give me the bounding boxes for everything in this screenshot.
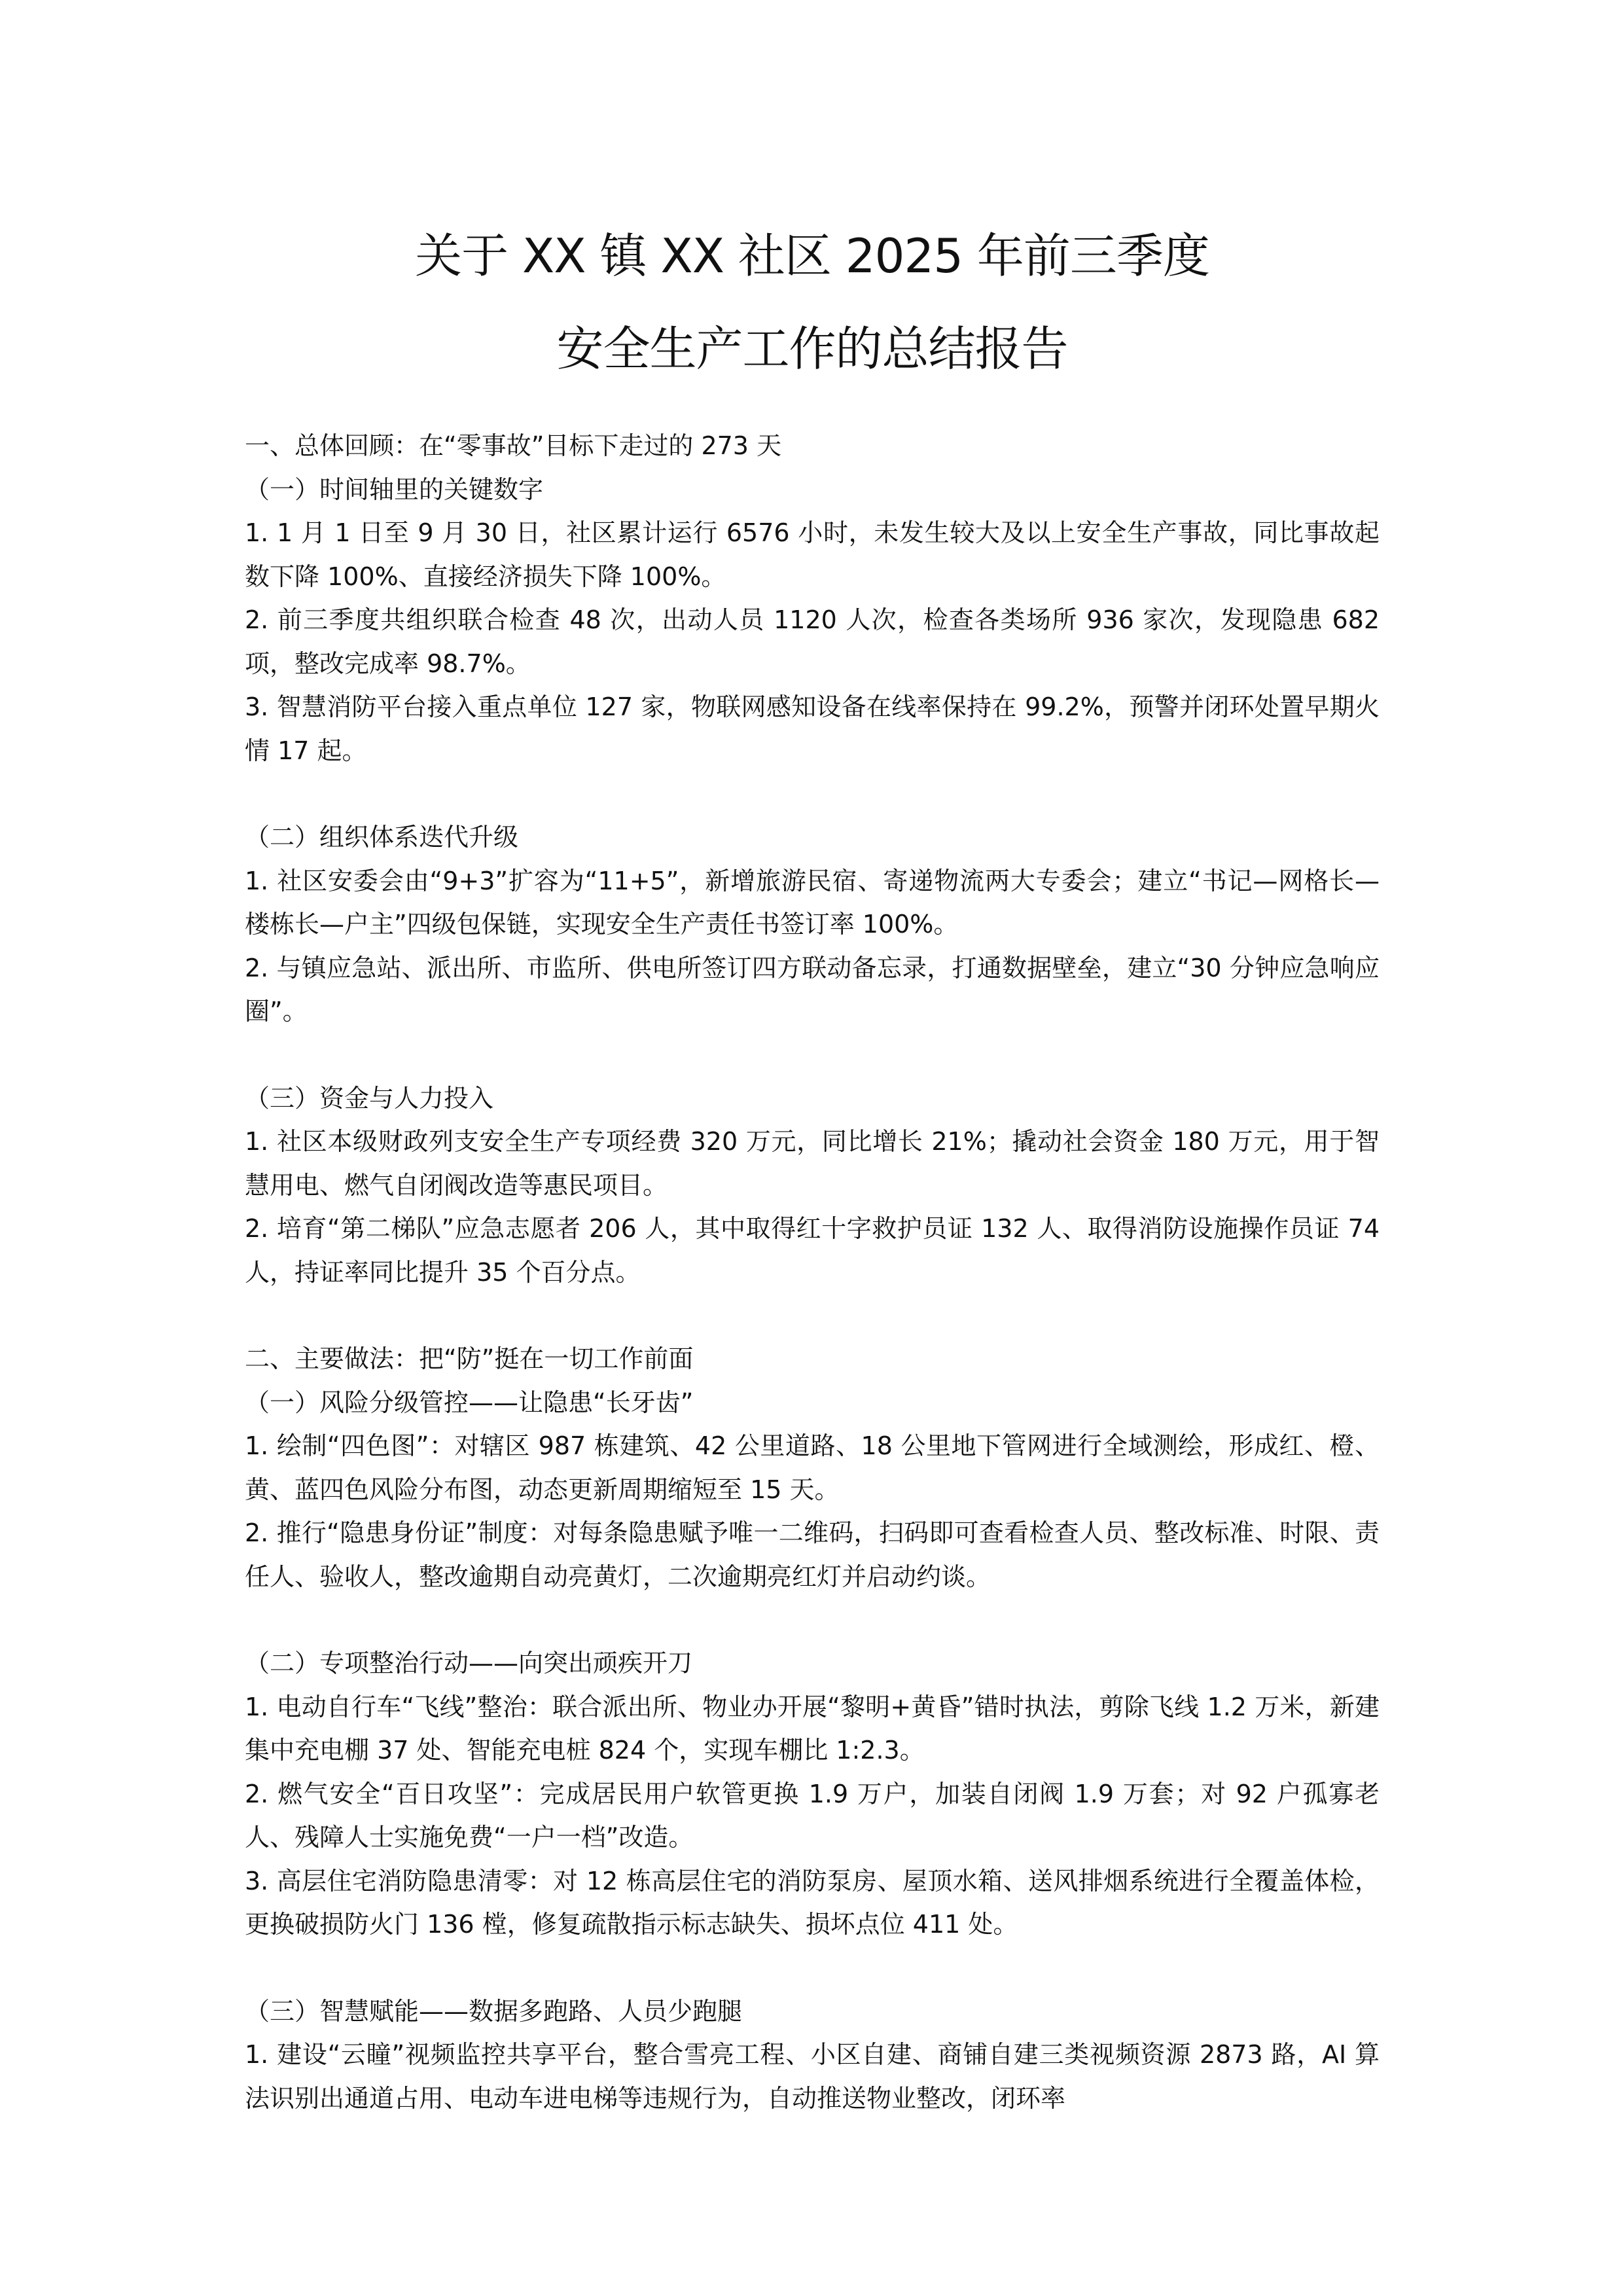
- subsection-heading: （一）风险分级管控——让隐患“长牙齿”: [245, 1388, 694, 1417]
- paragraph: 3. 高层住宅消防隐患清零：对 12 栋高层住宅的消防泵房、屋顶水箱、送风排烟系统进行全覆盖体检，更换破损防火门 136 樘，修复疏散指示标志缺失、损坏点位 411 处。: [245, 1866, 1380, 1939]
- paragraph: 1. 电动自行车“飞线”整治：联合派出所、物业办开展“黎明+黄昏”错时执法，剪除飞线 1.2 万米，新建集中充电棚 37 处、智能充电桩 824 个，实现车棚比 1:2.3。: [245, 1692, 1380, 1765]
- paragraph: 3. 智慧消防平台接入重点单位 127 家，物联网感知设备在线率保持在 99.2%，预警并闭环处置早期火情 17 起。: [245, 692, 1380, 765]
- subsection-heading: （三）资金与人力投入: [245, 1083, 494, 1113]
- document-title: [245, 209, 1380, 395]
- paragraph: 2. 培育“第二梯队”应急志愿者 206 人，其中取得红十字救护员证 132 人、取得消防设施操作员证 74 人，持证率同比提升 35 个百分点。: [245, 1214, 1380, 1287]
- paragraph: 1. 社区本级财政列支安全生产专项经费 320 万元，同比增长 21%；撬动社会资金 180 万元，用于智慧用电、燃气自闭阀改造等惠民项目。: [245, 1127, 1380, 1200]
- paragraph: 1. 绘制“四色图”：对辖区 987 栋建筑、42 公里道路、18 公里地下管网进行全域测绘，形成红、橙、黄、蓝四色风险分布图，动态更新周期缩短至 15 天。: [245, 1431, 1380, 1504]
- document-body: [245, 424, 1380, 2120]
- title-line-2: 安全生产工作的总结报告: [556, 321, 1068, 376]
- paragraph: 2. 燃气安全“百日攻坚”：完成居民用户软管更换 1.9 万户，加装自闭阀 1.9 万套；对 92 户孤寡老人、残障人士实施免费“一户一档”改造。: [245, 1779, 1380, 1852]
- title-line-1: 关于 XX 镇 XX 社区 2025 年前三季度: [415, 228, 1209, 283]
- paragraph: 2. 前三季度共组织联合检查 48 次，出动人员 1120 人次，检查各类场所 936 家次，发现隐患 682 项，整改完成率 98.7%。: [245, 605, 1380, 678]
- subsection-heading: （三）智慧赋能——数据多跑路、人员少跑腿: [245, 1996, 743, 2026]
- paragraph: 2. 与镇应急站、派出所、市监所、供电所签订四方联动备忘录，打通数据壁垒，建立“30 分钟应急响应圈”。: [245, 953, 1380, 1026]
- paragraph: 1. 社区安委会由“9+3”扩容为“11+5”，新增旅游民宿、寄递物流两大专委会；建立“书记—网格长—楼栋长—户主”四级包保链，实现安全生产责任书签订率 100%。: [245, 866, 1380, 939]
- subsection-heading: （一）时间轴里的关键数字: [245, 475, 544, 504]
- subsection-heading: （二）组织体系迭代升级: [245, 823, 519, 852]
- subsection-heading: （二）专项整治行动——向突出顽疾开刀: [245, 1649, 693, 1677]
- paragraph: 1. 建设“云瞳”视频监控共享平台，整合雪亮工程、小区自建、商铺自建三类视频资源 2873 路，AI 算法识别出通道占用、电动车进电梯等违规行为，自动推送物业整改，闭环率: [245, 2040, 1380, 2113]
- section-heading: 一、总体回顾：在“零事故”目标下走过的 273 天: [245, 431, 782, 460]
- paragraph: 1. 1 月 1 日至 9 月 30 日，社区累计运行 6576 小时，未发生较大及以上安全生产事故，同比事故起数下降 100%、直接经济损失下降 100%。: [245, 518, 1380, 591]
- section-heading: 二、主要做法：把“防”挺在一切工作前面: [245, 1344, 694, 1373]
- paragraph: 2. 推行“隐患身份证”制度：对每条隐患赋予唯一二维码，扫码即可查看检查人员、整改标准、时限、责任人、验收人，整改逾期自动亮黄灯，二次逾期亮红灯并启动约谈。: [245, 1518, 1380, 1591]
